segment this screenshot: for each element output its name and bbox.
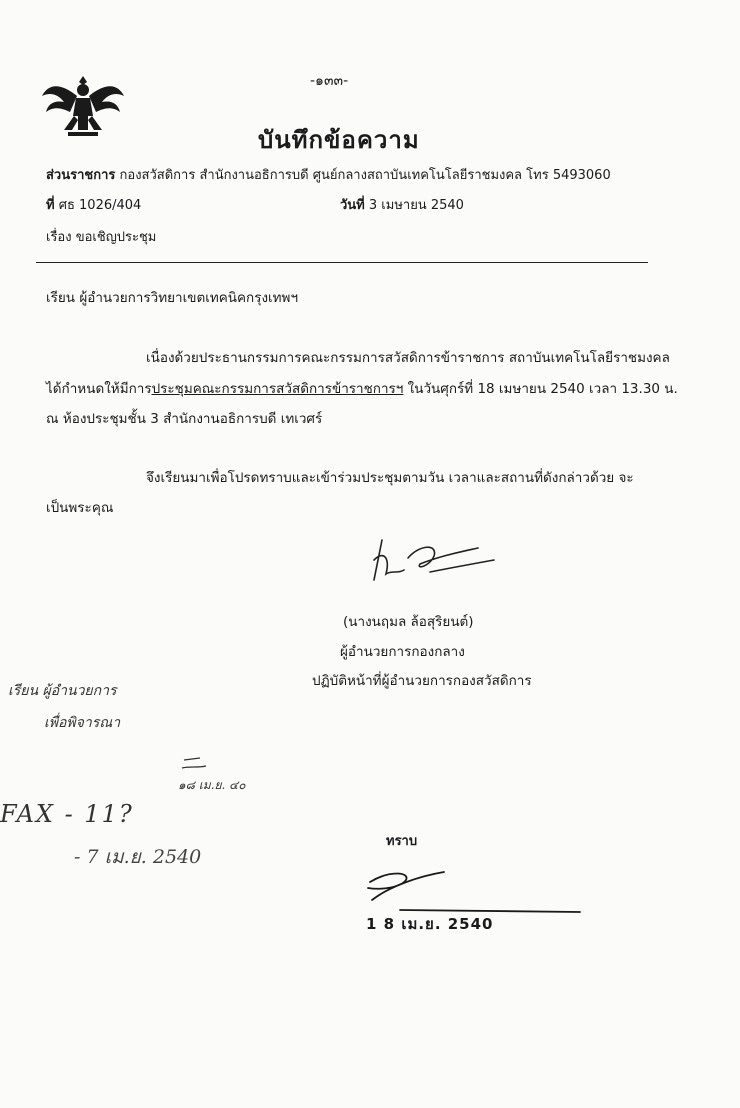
- paragraph-1-line-2-end: ในวันศุกร์ที่ 18 เมษายน 2540 เวลา 13.30 น.: [403, 381, 678, 397]
- subject-label: เรื่อง: [46, 230, 72, 245]
- handwritten-note-line-1: เรียน ผู้อำนวยการ: [8, 683, 117, 699]
- paragraph-1-line-2-start: ได้กำหนดให้มีการ: [46, 381, 152, 397]
- acknowledge-signature-image: [360, 860, 590, 920]
- subject-row: [46, 226, 156, 247]
- date-row: [340, 194, 464, 215]
- date-value: 3 เมษายน 2540: [368, 198, 464, 213]
- handwritten-note-date: ๑๘ เม.ย. ๔๐: [178, 778, 246, 792]
- signature-image: [360, 530, 510, 590]
- signatory-name: (นางนฤมล ล้อสุริยนต์): [343, 614, 474, 630]
- handwritten-initial-image: [180, 754, 210, 774]
- handwritten-fax-line-2: - 7 เม.ย. 2540: [74, 846, 202, 868]
- paragraph-2-line-2: เป็นพระคุณ: [46, 500, 114, 516]
- acknowledge-label: ทราบ: [386, 834, 418, 849]
- paragraph-2-line-1: จึงเรียนมาเพื่อโปรดทราบและเข้าร่วมประชุมตามวัน เวลาและสถานที่ดังกล่าวด้วย จะ: [146, 470, 634, 486]
- agency-row: [46, 164, 611, 185]
- reference-row: [46, 194, 141, 215]
- agency-value: กองสวัสดิการ สำนักงานอธิการบดี ศูนย์กลางสถาบันเทคโนโลยีราชมงคล โทร 5493060: [119, 168, 611, 183]
- salutation: [46, 286, 298, 308]
- meeting-name: ประชุมคณะกรรมการสวัสดิการข้าราชการฯ: [151, 381, 404, 397]
- salutation-value: ผู้อำนวยการวิทยาเขตเทคนิคกรุงเทพฯ: [79, 290, 299, 306]
- date-label: วันที่: [340, 198, 365, 213]
- paragraph-1-line-3: ณ ห้องประชุมชั้น 3 สำนักงานอธิการบดี เทเวศร์: [46, 411, 323, 427]
- handwritten-note-line-2: เพื่อพิจารณา: [44, 715, 121, 731]
- signatory-acting: ปฏิบัติหน้าที่ผู้อำนวยการกองสวัสดิการ: [312, 673, 532, 689]
- subject-value: ขอเชิญประชุม: [75, 230, 157, 245]
- acknowledge-date-stamp: 1 8 เม.ย. 2540: [366, 915, 494, 933]
- reference-label: ที่: [46, 198, 55, 213]
- agency-label: ส่วนราชการ: [46, 168, 116, 183]
- reference-value: ศธ 1026/404: [58, 198, 142, 213]
- paragraph-1-line-2: [46, 377, 678, 399]
- paragraph-1-line-1: เนื่องด้วยประธานกรรมการคณะกรรมการสวัสดิการข้าราชการ สถาบันเทคโนโลยีราชมงคล: [146, 350, 670, 366]
- signatory-position: ผู้อำนวยการกองกลาง: [340, 644, 465, 660]
- header-divider: [36, 262, 648, 263]
- handwritten-fax-line-1: FAX - 11?: [0, 800, 134, 828]
- document-title: บันทึกข้อความ: [258, 126, 420, 154]
- page-number: -๑๓๓-: [310, 73, 349, 89]
- garuda-emblem-icon: [40, 72, 126, 140]
- salutation-label: เรียน: [46, 290, 76, 306]
